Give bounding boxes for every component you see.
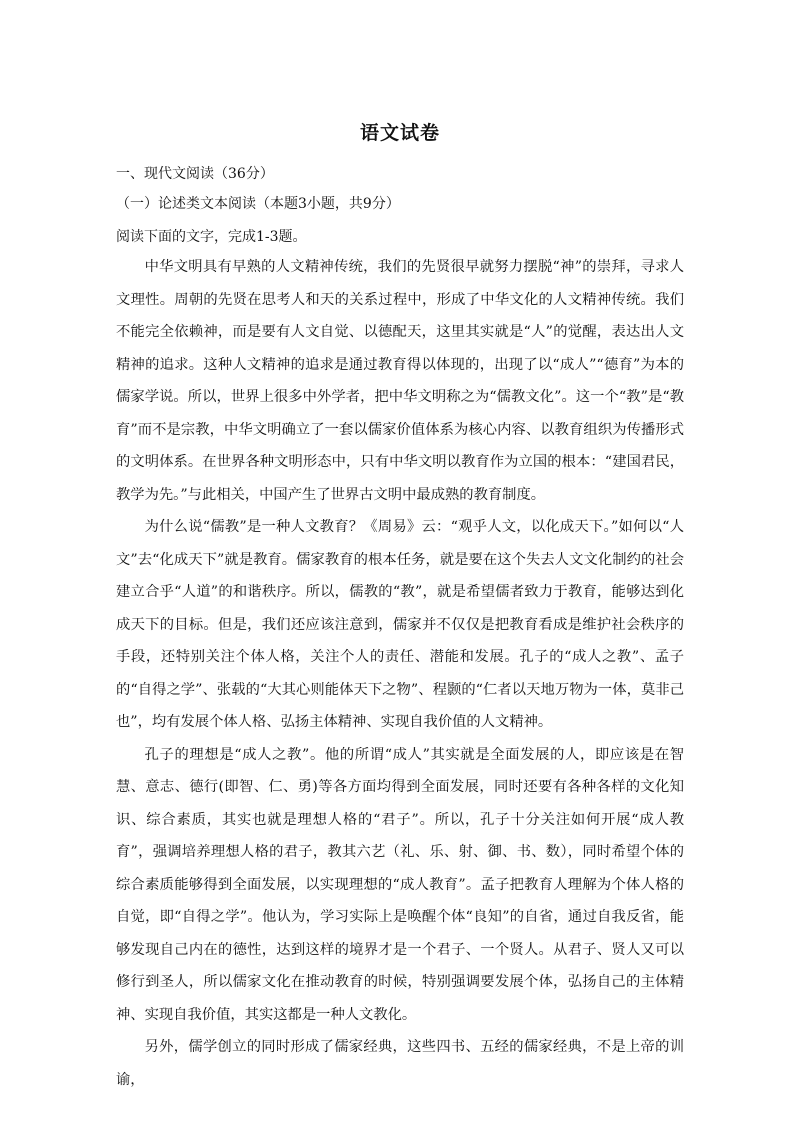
document-page [116,120,684,1096]
passage-paragraph-1: 中华文明具有早熟的人文精神传统，我们的先贤很早就努力摆脱“神”的崇拜，寻求人文理性。周朝的先贤在思考人和天的关系过程中，形成了中华文化的人文精神传统。我们不能完全依赖神，而是要有人文自觉、以德配天，这里其实就是“人”的觉醒，表达出人文精神的追求。这种人文精神的追求是通过教育得以体现的，出现了以“成人”“德育”为本的儒家学说。所以，世界上很多中外学者，把中华文明称之为“儒教文化”。这一个“教”是“教育”而不是宗教，中华文明确立了一套以儒家价值体系为核心内容、以教育组织为传播形式的文明体系。在世界各种文明形态中，只有中华文明以教育作为立国的根本：“建国君民，教学为先。”与此相关，中国产生了世界古文明中最成熟的教育制度。 [116,259,684,503]
passage-paragraph-2: 为什么说“儒教”是一种人文教育？《周易》云：“观乎人文，以化成天下。”如何以“人文”去“化成天下”就是教育。儒家教育的根本任务，就是要在这个失去人文文化制约的社会建立合乎“人道”的和谐秩序。所以，儒教的“教”，就是希望儒者致力于教育，能够达到化成天下的目标。但是，我们还应该注意到，儒家并不仅仅是把教育看成是维护社会秩序的手段，还特别关注个体人格，关注个人的责任、潜能和发展。孔子的“成人之教”、孟子的“自得之学”、张载的“大其心则能体天下之物”、程颢的“仁者以天地万物为一体，莫非己也”，均有发展个体人格、弘扬主体精神、实现自我价值的人文精神。 [116,519,684,730]
passage-paragraph-3: 孔子的理想是“成人之教”。他的所谓“成人”其实就是全面发展的人，即应该是在智慧、意志、德行(即智、仁、勇)等各方面均得到全面发展，同时还要有各种各样的文化知识、综合素质，其实也就是理想人格的“君子”。所以，孔子十分关注如何开展“成人教育”，强调培养理想人格的君子，教其六艺（礼、乐、射、御、书、数），同时希望个体的综合素质能够得到全面发展，以实现理想的“成人教育”。孟子把教育人理解为个体人格的自觉，即“自得之学”。他认为，学习实际上是唤醒个体“良知”的自省，通过自我反省，能够发现自己内在的德性，达到这样的境界才是一个君子、一个贤人。从君子、贤人又可以修行到圣人，所以儒家文化在推动教育的时候，特别强调要发展个体，弘扬自己的主体精神、实现自我价值，其实这都是一种人文教化。 [116,746,684,1023]
subsection-heading: （一）论述类文本阅读（本题3小题，共9分） [116,196,400,212]
section-heading: 一、现代文阅读（36分） [116,166,274,182]
reading-instruction: 阅读下面的文字，完成1-3题。 [116,229,307,245]
exam-title: 语文试卷 [359,122,440,144]
passage-paragraph-4: 另外，儒学创立的同时形成了儒家经典，这些四书、五经的儒家经典，不是上帝的训谕， [116,1039,684,1088]
